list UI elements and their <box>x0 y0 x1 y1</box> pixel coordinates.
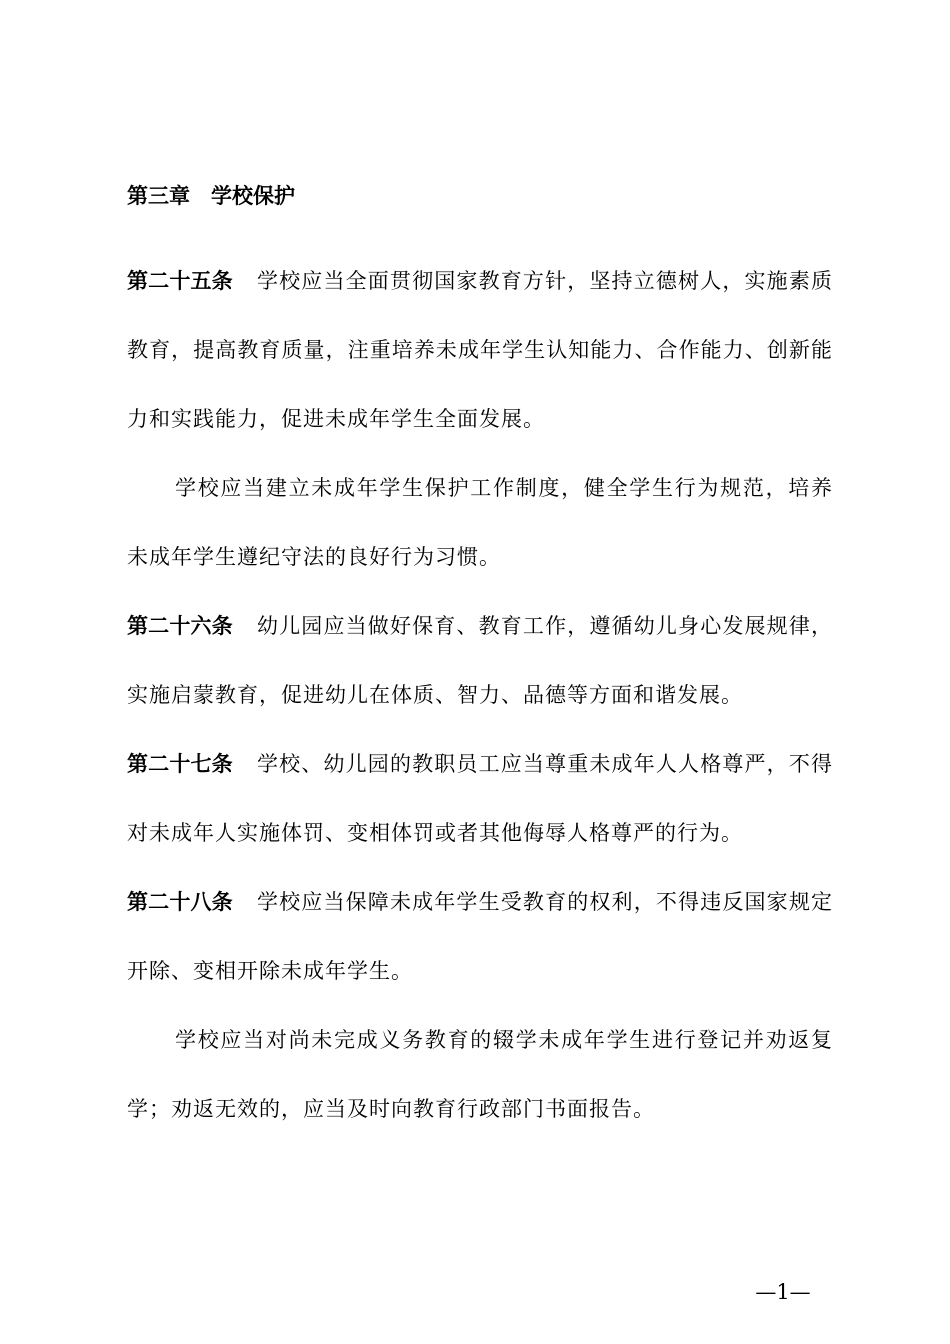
article-28 <box>127 868 833 1006</box>
article-text: 学校、幼儿园的教职员工应当尊重未成年人人格尊严，不得对未成年人实施体罚、变相体罚或者其他侮辱人格尊严的行为。 <box>127 752 834 845</box>
article-number: 第二十八条 <box>127 890 233 914</box>
article-number: 第二十五条 <box>127 269 233 293</box>
article-28-paragraph-2: 学校应当对尚未完成义务教育的辍学未成年学生进行登记并劝返复学；劝返无效的，应当及时向教育行政部门书面报告。 <box>127 1028 833 1121</box>
page-number: —1— <box>755 1280 811 1304</box>
article-27 <box>127 730 833 868</box>
document-body <box>127 178 833 1144</box>
article-25-paragraph-2: 学校应当建立未成年学生保护工作制度，健全学生行为规范，培养未成年学生遵纪守法的良好行为习惯。 <box>127 476 833 569</box>
article-26 <box>127 592 833 730</box>
article-25 <box>127 247 833 454</box>
chapter-title: 第三章 学校保护 <box>127 184 295 208</box>
article-number: 第二十六条 <box>127 614 233 638</box>
article-text: 幼儿园应当做好保育、教育工作，遵循幼儿身心发展规律，实施启蒙教育，促进幼儿在体质、智力、品德等方面和谐发展。 <box>127 614 834 707</box>
article-text: 学校应当保障未成年学生受教育的权利，不得违反国家规定开除、变相开除未成年学生。 <box>127 890 834 983</box>
article-number: 第二十七条 <box>127 752 233 776</box>
article-text: 学校应当全面贯彻国家教育方针，坚持立德树人，实施素质教育，提高教育质量，注重培养未成年学生认知能力、合作能力、创新能力和实践能力，促进未成年学生全面发展。 <box>127 269 834 431</box>
